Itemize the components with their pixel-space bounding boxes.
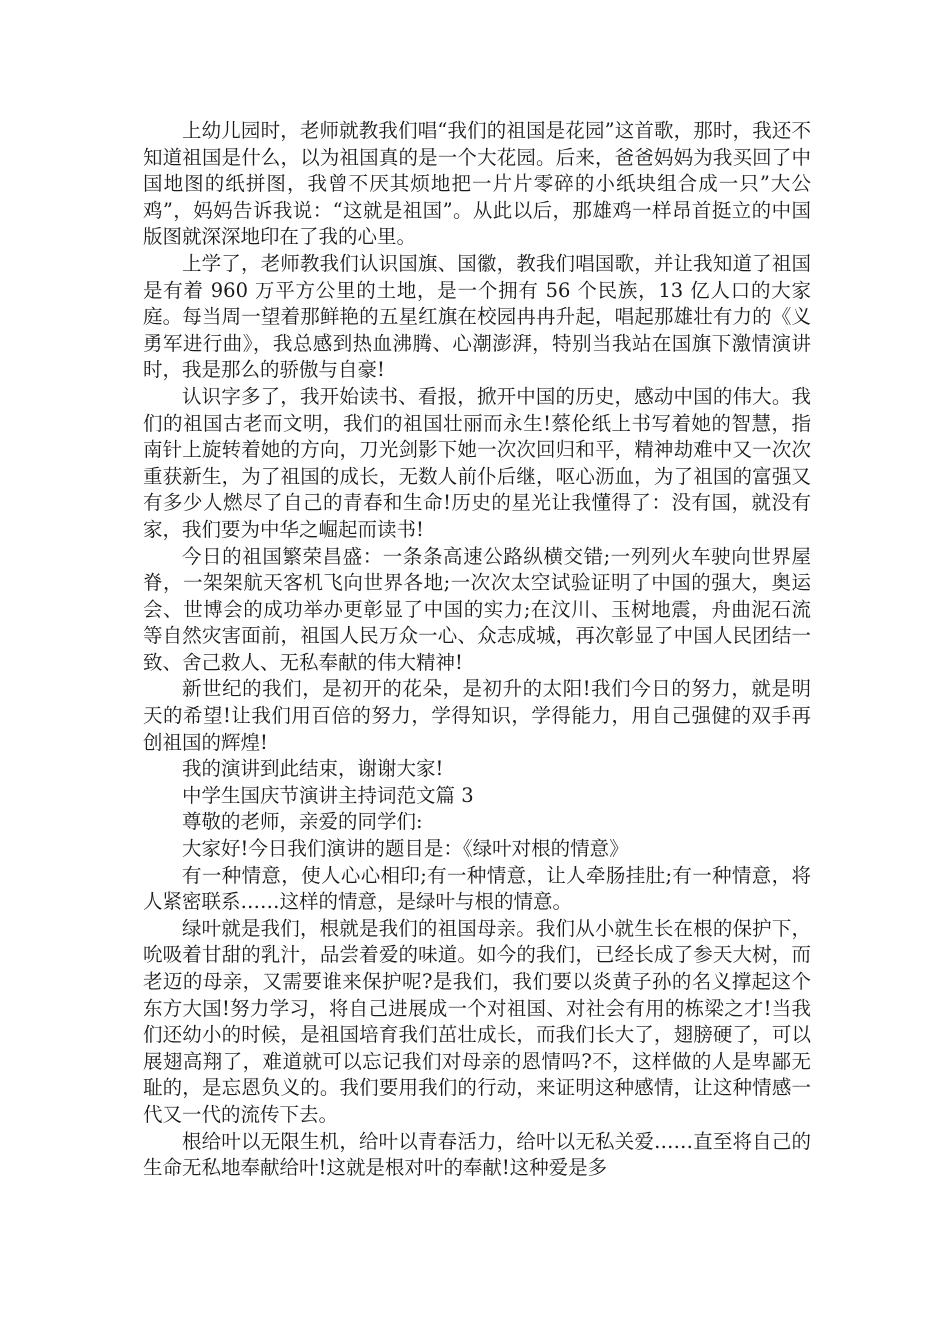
paragraph-affection: 有一种情意，使人心心相印;有一种情意，让人牵肠挂肚;有一种情意，将人紧密联系……这样的情意，是绿叶与根的情意。 [143,863,811,914]
paragraph-salutation: 尊敬的老师，亲爱的同学们: [182,810,423,834]
paragraph-kindergarten: 上幼儿园时，老师就教我们唱“我们的祖国是花园”这首歌，那时，我还不知道祖国是什么，以为祖国真的是一个大花园。后来，爸爸妈妈为我买回了中国地图的纸拼图，我曾不厌其烦地把一片片零碎的小纸块组合成一只”大公鸡”，妈妈告诉我说：“这就是祖国”。从此以后，那雄鸡一样昂首挺立的中国版图就深深地印在了我的心里。 [143,119,811,249]
paragraph-prosperity: 今日的祖国繁荣昌盛：一条条高速公路纵横交错;一列列火车驶向世界屋脊，一架架航天客机飞向世界各地;一次次太空试验证明了中国的强大，奥运会、世博会的成功举办更彰显了中国的实力;在汶川、玉树地震，舟曲泥石流等自然灾害面前，祖国人民万众一心、众志成城，再次彰显了中国人民团结一致、舍己救人、无私奉献的伟大精神! [143,544,811,674]
section-title: 中学生国庆节演讲主持词范文篇 3 [182,783,474,807]
paragraph-closing: 我的演讲到此结束，谢谢大家! [182,757,444,781]
paragraph-green-leaves: 绿叶就是我们，根就是我们的祖国母亲。我们从小就生长在根的保护下，吮吸着甘甜的乳汁，品尝着爱的味道。如今的我们，已经长成了参天大树，而老迈的母亲，又需要谁来保护呢?是我们，我们要以炎黄子孙的名义撑起这个东方大国!努力学习，将自己进展成一个对祖国、对社会有用的栋梁之才!当我们还幼小的时候，是祖国培育我们茁壮成长，而我们长大了，翅膀硬了，可以展翅高翔了，难道就可以忘记我们对母亲的恩情吗?不，这样做的人是卑鄙无耻的，是忘恩负义的。我们要用我们的行动，来证明这种感情，让这种情感一代又一代的流传下去。 [143,916,811,1126]
paragraph-roots: 根给叶以无限生机，给叶以青春活力，给叶以无私关爱……直至将自己的生命无私地奉献给叶!这就是根对叶的奉献!这种爱是多 [143,1129,811,1180]
paragraph-new-century: 新世纪的我们，是初开的花朵，是初升的太阳!我们今日的努力，就是明天的希望!让我们用百倍的努力，学得知识，学得能力，用自己强健的双手再创祖国的辉煌! [143,677,811,754]
document-body [143,118,811,1182]
paragraph-speech-title: 大家好!今日我们演讲的题目是：《绿叶对根的情意》 [182,837,629,861]
paragraph-history: 认识字多了，我开始读书、看报，掀开中国的历史，感动中国的伟大。我们的祖国古老而文明，我们的祖国壮丽而永生!蔡伦纸上书写着她的智慧，指南针上旋转着她的方向，刀光剑影下她一次次回归和平，精神劫难中又一次次重获新生，为了祖国的成长，无数人前仆后继，呕心沥血，为了祖国的富强又有多少人燃尽了自己的青春和生命!历史的星光让我懂得了：没有国，就没有家，我们要为中华之崛起而读书! [143,384,811,541]
paragraph-school: 上学了，老师教我们认识国旗、国徽，教我们唱国歌，并让我知道了祖国是有着 960 万平方公里的土地，是一个拥有 56 个民族，13 亿人口的大家庭。每当周一望着那鲜艳的五星红旗在校园冉冉升起，唱起那雄壮有力的《义勇军进行曲》，我总感到热血沸腾、心潮澎湃，特别当我站在国旗下激情演讲时，我是那么的骄傲与自豪! [143,251,811,382]
